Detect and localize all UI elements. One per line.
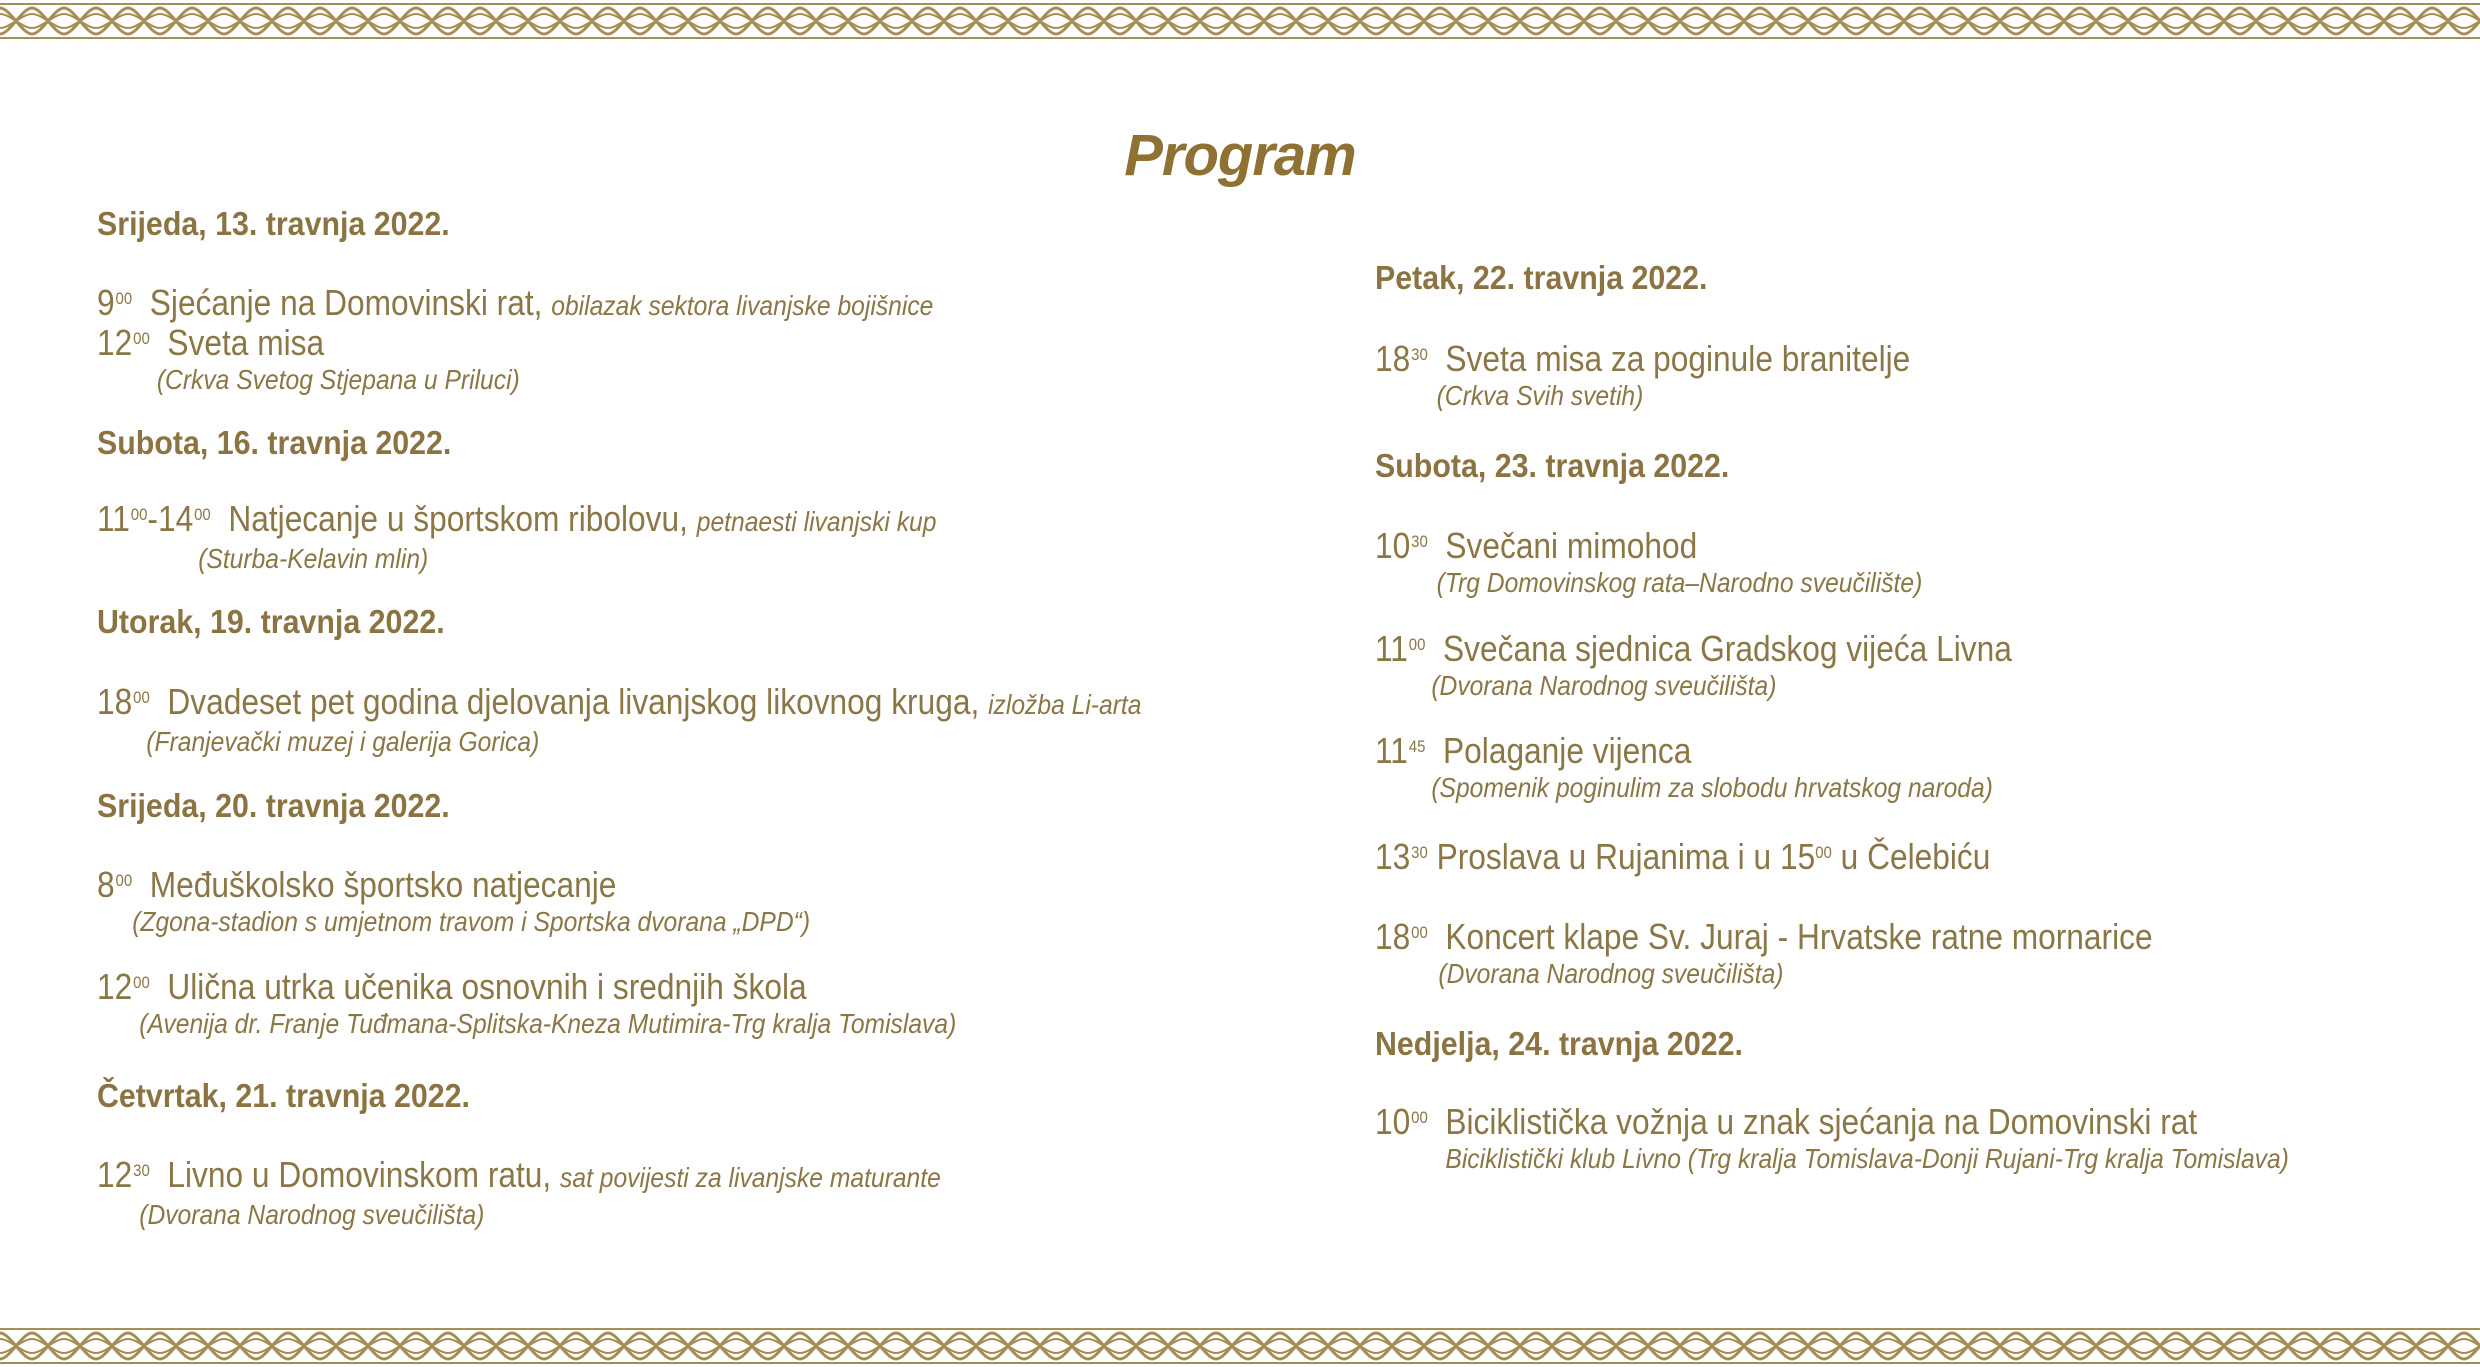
event-title: Ulična utrka učenika osnovnih i srednjih škola	[167, 966, 807, 1007]
event-title: Biciklistička vožnja u znak sjećanja na Domovinski rat	[1445, 1101, 2198, 1142]
event-time: $18^{30}$	[1375, 338, 1428, 379]
event-item	[1375, 1103, 2289, 1177]
event-item	[97, 968, 956, 1042]
event-time: $11^{00}-14^{00}$	[97, 498, 211, 539]
event-location: (Zgona-stadion s umjetnom travom i Sportska dvorana „DPD“)	[132, 906, 811, 937]
event-title: Koncert klape Sv. Juraj - Hrvatske ratne mornarice	[1445, 916, 2153, 957]
event-title: Sjećanje na Domovinski rat,	[149, 282, 543, 323]
event-note: obilazak sektora livanjske bojišnice	[551, 290, 934, 321]
event-time: $9^{00}$	[97, 282, 133, 323]
event-item	[97, 1156, 941, 1233]
page-title: Program	[1124, 123, 1356, 188]
event-time: $8^{00}$	[97, 864, 133, 905]
day-heading: Srijeda, 13. travnja 2022.	[97, 205, 450, 242]
event-time: $18^{00}$	[97, 681, 150, 722]
event-item	[1375, 918, 2153, 992]
day-heading: Subota, 23. travnja 2022.	[1375, 447, 1730, 484]
day-heading: Utorak, 19. travnja 2022.	[97, 603, 445, 640]
event-item	[1375, 630, 2012, 704]
event-item	[97, 284, 933, 325]
event-item	[97, 866, 810, 940]
event-time: $13^{30}$	[1375, 836, 1428, 877]
event-title: Sveta misa	[167, 322, 325, 363]
event-location: (Crkva Svetog Stjepana u Priluci)	[156, 364, 520, 395]
event-time: $12^{30}$	[97, 1154, 150, 1195]
event-note: izložba Li-arta	[988, 689, 1142, 720]
event-note: sat povijesti za livanjske maturante	[560, 1162, 941, 1193]
event-time: $11^{00}$	[1375, 628, 1426, 669]
day-heading: Četvrtak, 21. travnja 2022.	[97, 1077, 470, 1114]
event-item	[97, 500, 936, 577]
event-location: (Avenija dr. Franje Tuđmana-Splitska-Kneza Mutimira-Trg kralja Tomislava)	[139, 1008, 957, 1039]
braid-border-bottom	[0, 1325, 2480, 1367]
event-location: (Dvorana Narodnog sveučilišta)	[1438, 958, 1784, 989]
event-title: Svečani mimohod	[1445, 525, 1698, 566]
event-location: (Spomenik poginulim za slobodu hrvatskog naroda)	[1431, 772, 1993, 803]
event-title: Svečana sjednica Gradskog vijeća Livna	[1443, 628, 2012, 669]
event-time: $12^{00}$	[97, 322, 150, 363]
event-time: $11^{45}$	[1375, 730, 1426, 771]
event-item	[1375, 527, 1922, 601]
event-time: $10^{00}$	[1375, 1101, 1428, 1142]
event-item	[1375, 838, 1990, 876]
event-location: Biciklistički klub Livno (Trg kralja Tomislava-Donji Rujani-Trg kralja Tomislava)	[1445, 1143, 2289, 1174]
event-location: (Sturba-Kelavin mlin)	[198, 543, 429, 574]
event-note: petnaesti livanjski kup	[696, 506, 937, 537]
event-item	[97, 683, 1141, 760]
event-location: (Dvorana Narodnog sveučilišta)	[1431, 670, 1777, 701]
event-title: Proslava u Rujanima i u $15^{00}$ u Čelebiću	[1436, 836, 1991, 877]
event-title: Livno u Domovinskom ratu,	[167, 1154, 552, 1195]
day-heading: Srijeda, 20. travnja 2022.	[97, 787, 450, 824]
braid-border-top	[0, 0, 2480, 42]
day-heading: Nedjelja, 24. travnja 2022.	[1375, 1025, 1743, 1062]
event-time: $12^{00}$	[97, 966, 150, 1007]
event-title: Sveta misa za poginule branitelje	[1445, 338, 1911, 379]
event-title: Polaganje vijenca	[1443, 730, 1692, 771]
event-item	[1375, 732, 1993, 806]
day-heading: Subota, 16. travnja 2022.	[97, 424, 452, 461]
event-title: Natjecanje u športskom ribolovu,	[228, 498, 688, 539]
event-time: $10^{30}$	[1375, 525, 1428, 566]
event-location: (Trg Domovinskog rata–Narodno sveučilište)	[1436, 567, 1923, 598]
event-location: (Dvorana Narodnog sveučilišta)	[139, 1199, 485, 1230]
event-title: Međuškolsko športsko natjecanje	[149, 864, 617, 905]
event-time: $18^{00}$	[1375, 916, 1428, 957]
event-item	[1375, 340, 1910, 414]
event-title: Dvadeset pet godina djelovanja livanjskog likovnog kruga,	[167, 681, 980, 722]
event-location: (Crkva Svih svetih)	[1436, 380, 1644, 411]
day-heading: Petak, 22. travnja 2022.	[1375, 259, 1708, 296]
event-location: (Franjevački muzej i galerija Gorica)	[146, 726, 540, 757]
event-item	[97, 324, 520, 398]
